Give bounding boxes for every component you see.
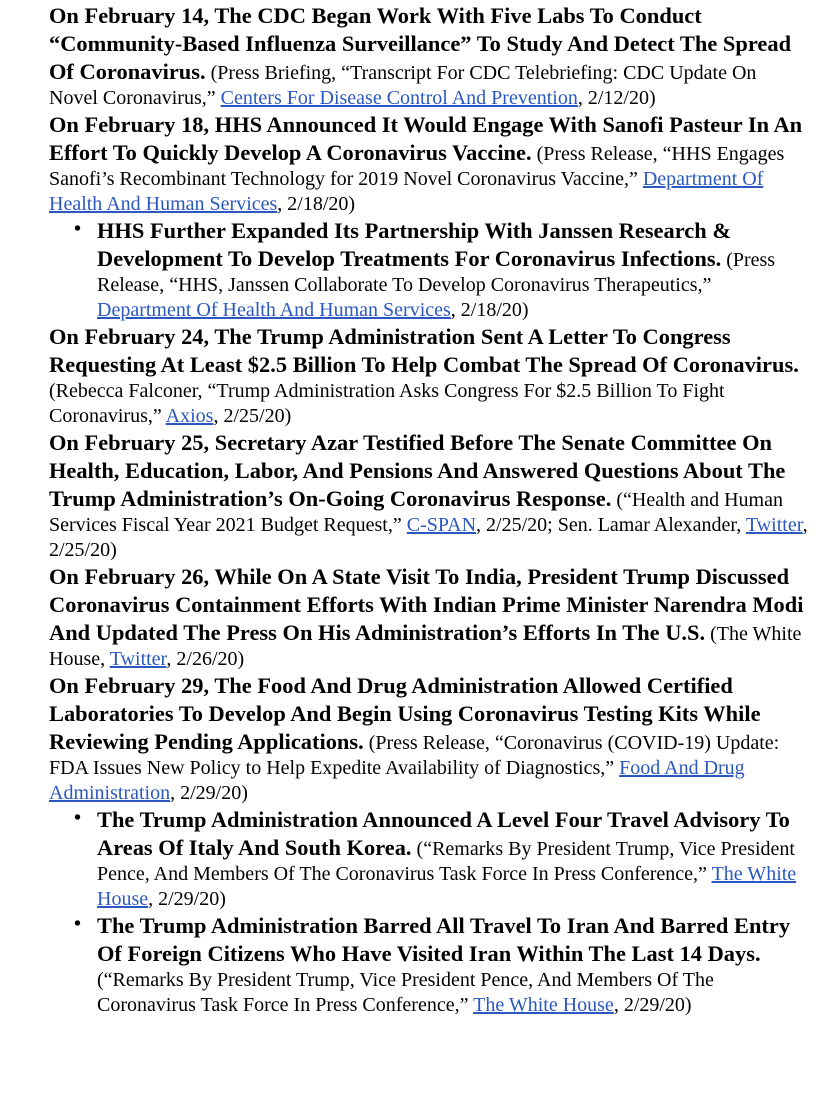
timeline-entry-feb-26 xyxy=(49,563,808,672)
entry-citation: (Press Briefing, “Transcript For CDC Telebriefing: CDC Update On Novel Coronavirus,” xyxy=(49,62,757,109)
source-link-twitter[interactable]: Twitter xyxy=(745,514,803,536)
entry-citation-date: , 2/18/20) xyxy=(277,193,356,215)
source-link-twitter[interactable]: Twitter xyxy=(109,648,167,670)
source-link-axios[interactable]: Axios xyxy=(165,405,214,427)
entry-heading: On February 26, While On A State Visit To India, President Trump Discussed Coronavirus Containment Efforts With Indian Prime Minister Narendra Modi And Updated The Press On His Administration’s Efforts In The U.S. xyxy=(49,564,804,645)
entry-citation-date: , 2/26/20) xyxy=(166,648,245,670)
entry-citation-mid: , 2/25/20; Sen. Lamar Alexander, xyxy=(476,514,746,536)
timeline-subentry-travel-advisory xyxy=(74,806,808,912)
entry-citation-date: , 2/25/20) xyxy=(213,405,292,427)
entry-citation: (“Remarks By President Trump, Vice President Pence, And Members Of The Coronavirus Task Force In Press Conference,” xyxy=(97,838,795,885)
entry-citation: (Press Release, “HHS, Janssen Collaborate To Develop Coronavirus Therapeutics,” xyxy=(97,249,776,296)
entry-citation-date: , 2/29/20) xyxy=(148,888,226,910)
entry-citation-date: , 2/12/20) xyxy=(577,87,656,109)
entry-heading: On February 14, The CDC Began Work With Five Labs To Conduct “Community-Based Influenza Surveillance” To Study And Detect The Spread Of Coronavirus. xyxy=(49,3,792,84)
source-link-white-house[interactable]: The White House xyxy=(97,863,797,910)
entry-citation-date: , 2/29/20) xyxy=(170,782,248,804)
timeline-entry-feb-18 xyxy=(49,111,808,217)
entry-heading: The Trump Administration Barred All Travel To Iran And Barred Entry Of Foreign Citizens Who Have Visited Iran Within The Last 14 Days. xyxy=(97,913,791,966)
entry-heading: The Trump Administration Announced A Level Four Travel Advisory To Areas Of Italy And South Korea. xyxy=(97,807,790,860)
entry-citation: (“Health and Human Services Fiscal Year 2021 Budget Request,” xyxy=(49,489,783,536)
source-link-hhs[interactable]: Department Of Health And Human Services xyxy=(49,168,764,215)
entry-citation: (The White House, xyxy=(49,623,802,670)
source-link-c-span[interactable]: C-SPAN xyxy=(406,514,477,536)
entry-heading: On February 29, The Food And Drug Administration Allowed Certified Laboratories To Develop And Begin Using Coronavirus Testing Kits While Reviewing Pending Applications. xyxy=(49,673,761,754)
entry-citation: (Rebecca Falconer, “Trump Administration Asks Congress For $2.5 Billion To Fight Coronavirus,” xyxy=(49,380,725,427)
entry-citation: (“Remarks By President Trump, Vice President Pence, And Members Of The Coronavirus Task Force In Press Conference,” xyxy=(97,969,714,1016)
entry-citation-date: , 2/29/20) xyxy=(613,994,692,1016)
timeline-subentry-janssen xyxy=(74,217,808,323)
entry-heading: On February 25, Secretary Azar Testified Before The Senate Committee On Health, Education, Labor, And Pensions And Answered Questions About The Trump Administration’s On-Going Coronavirus Response. xyxy=(49,430,786,511)
source-link-fda[interactable]: Food And Drug Administration xyxy=(49,757,745,804)
timeline-entry-feb-14 xyxy=(49,2,808,111)
entry-heading: On February 18, HHS Announced It Would Engage With Sanofi Pasteur In An Effort To Quickly Develop A Coronavirus Vaccine. xyxy=(49,112,803,165)
entry-citation-date: , 2/25/20) xyxy=(49,514,808,561)
entry-heading: HHS Further Expanded Its Partnership With Janssen Research & Development To Develop Treatments For Coronavirus Infections. xyxy=(97,218,732,271)
entry-heading: On February 24, The Trump Administration Sent A Letter To Congress Requesting At Least $2.5 Billion To Help Combat The Spread Of Coronavirus. xyxy=(49,324,799,377)
timeline-subentry-iran-travel-ban xyxy=(74,912,808,1018)
timeline-entry-feb-29 xyxy=(49,672,808,806)
timeline-entry-feb-25 xyxy=(49,429,808,563)
entry-citation: (Press Release, “HHS Engages Sanofi’s Recombinant Technology for 2019 Novel Coronavirus Vaccine,” xyxy=(49,143,785,190)
source-link-cdc[interactable]: Centers For Disease Control And Prevention xyxy=(220,87,578,109)
source-link-hhs[interactable]: Department Of Health And Human Services xyxy=(97,299,451,321)
timeline-entry-feb-24 xyxy=(49,323,808,429)
entry-citation: (Press Release, “Coronavirus (COVID-19) Update: FDA Issues New Policy to Help Expedite Availability of Diagnostics,” xyxy=(49,732,780,779)
bullet-point: • xyxy=(74,913,82,935)
bullet-point: • xyxy=(74,807,82,829)
entry-citation-date: , 2/18/20) xyxy=(450,299,529,321)
source-link-white-house[interactable]: The White House xyxy=(473,994,614,1016)
bullet-point: • xyxy=(74,218,82,240)
